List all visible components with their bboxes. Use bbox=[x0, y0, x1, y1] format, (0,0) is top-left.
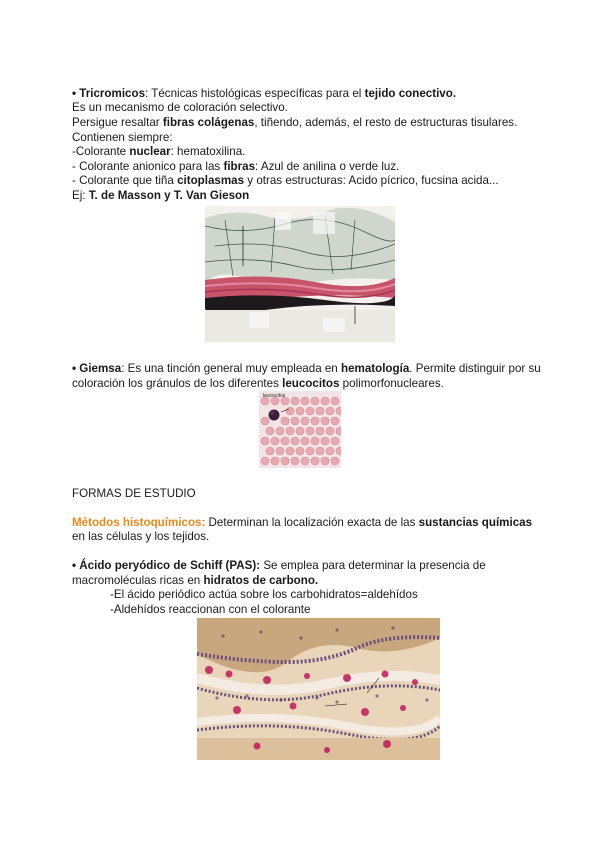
pas-line-2: macromoléculas ricas en hidratos de carbono. bbox=[72, 574, 319, 587]
metodos-line-1: Métodos histoquímicos: Determinan la localización exacta de las sustancias químicas bbox=[72, 516, 533, 529]
tricromicos-line-3: Persigue resaltar fibras colágenas, tiñendo, además, el resto de estructuras tisulares. bbox=[72, 116, 518, 129]
tricromicos-line-4: Contienen siempre: bbox=[72, 131, 173, 144]
formas-heading: FORMAS DE ESTUDIO bbox=[72, 487, 196, 500]
giemsa-term: Giemsa bbox=[79, 362, 122, 375]
pas-line-3: -El ácido periódico actúa sobre los carbohidratos=aldehídos bbox=[110, 588, 418, 601]
metodos-term: Métodos histoquímicos: bbox=[72, 516, 206, 529]
giemsa-blood-smear-image bbox=[259, 391, 341, 468]
pas-line-1: • Ácido peryódico de Schiff (PAS): Se emplea para determinar la presencia de bbox=[72, 559, 486, 572]
tricromicos-line-6: - Colorante anionico para las fibras: Azul de anilina o verde luz. bbox=[72, 160, 400, 173]
tricromicos-line-1: • Tricromicos: Técnicas histológicas específicas para el tejido conectivo. bbox=[72, 87, 457, 100]
metodos-line-2: en las células y los tejidos. bbox=[72, 530, 210, 543]
tricromicos-line-2: Es un mecanismo de coloración selectivo. bbox=[72, 101, 288, 114]
tricromicos-line-5: -Colorante nuclear: hematoxilina. bbox=[72, 145, 246, 158]
giemsa-line-2: coloración los gránulos de los diferentes leucocitos polimorfonucleares. bbox=[72, 377, 444, 390]
leucocitos-label: leucocitos bbox=[263, 393, 286, 399]
pas-tissue-image bbox=[197, 618, 440, 760]
pas-term: Ácido peryódico de Schiff (PAS): bbox=[79, 559, 261, 572]
masson-trichrome-image bbox=[205, 206, 395, 342]
pas-line-4: -Aldehídos reaccionan con el colorante bbox=[110, 603, 311, 616]
giemsa-line-1: • Giemsa: Es una tinción general muy empleada en hematología. Permite distinguir por su bbox=[72, 362, 541, 375]
tricromicos-line-7: - Colorante que tiña citoplasmas y otras estructuras: Acido pícrico, fucsina acida... bbox=[72, 174, 499, 187]
tricromicos-line-8: Ej: T. de Masson y T. Van Gieson bbox=[72, 189, 250, 202]
tricromicos-term: Tricromicos bbox=[79, 87, 146, 100]
